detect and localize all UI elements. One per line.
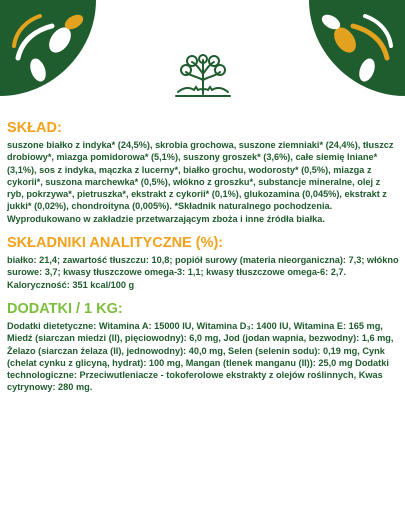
section-heading-dodatki: DODATKI / 1 KG: xyxy=(7,300,123,317)
analityczne-text: białko: 21,4; zawartość tłuszczu: 10,8; popiół surowy (materia nieorganiczna): 7,3; włókno surowe: 3,7; kwasy tłuszczowe omega-3: 1,1; kwasy tłuszczowe omega-6: 2,7. xyxy=(7,255,399,278)
leaf-corner-icon xyxy=(0,0,96,96)
tree-logo-icon xyxy=(172,54,234,100)
leaf-corner-icon xyxy=(309,0,405,96)
dodatki-text: Dodatki dietetyczne: Witamina A: 15000 IU, Witamina D₃: 1400 IU, Witamina E: 165 mg, Miedź (siarczan miedzi (II), pięciowodny): 6,0 mg, Jod (jodan wapnia, bezwodny): 1,6 mg, Żelazo (siarczan żelaza (II), jednowodny): 40,0 mg, Selen (selenin sodu): 0,19 mg, Cynk (chelat cynku z glicyną, hydrat): 100 mg, Mangan (tlenek manganu (II)): 25,0 mg Dodatki technologiczne: Przeciwutleniacze - tokoferolowe ekstrakty z olejów roślinnych, Kwas cytrynowy: 280 mg. xyxy=(7,320,394,393)
label-content xyxy=(7,120,399,394)
section-heading-sklad: SKŁAD: xyxy=(7,120,62,136)
sklad-text: suszone białko z indyka* (24,5%), skrobia grochowa, suszone ziemniaki* (24,4%), tłuszcz drobiowy*, miazga pomidorowa* (5,1%), suszony groszek* (3,6%), całe siemię lniane* (3,1%), sos z indyka, mączka z lucerny*, białko grochu, wodorosty* (0,5%), miazga z cykorii*, suszona marchewka* (0,5%), włókno z groszku*, substancje mineralne, olej z ryb, pokrzywa*, pietruszka*, ekstrakt z cykorii* (0,1%), glukozamina (0,045%), ekstrakt z jukki* (0,02%), chondroityna (0,005%). *Składnik naturalnego pochodzenia. Wyprodukowano w zakładzie przetwarzającym zboża i inne źródła białka. xyxy=(7,140,394,224)
kalorycznosc-text: Kaloryczność: 351 kcal/100 g xyxy=(7,279,135,290)
section-heading-analityczne: SKŁADNIKI ANALITYCZNE (%): xyxy=(7,235,224,252)
